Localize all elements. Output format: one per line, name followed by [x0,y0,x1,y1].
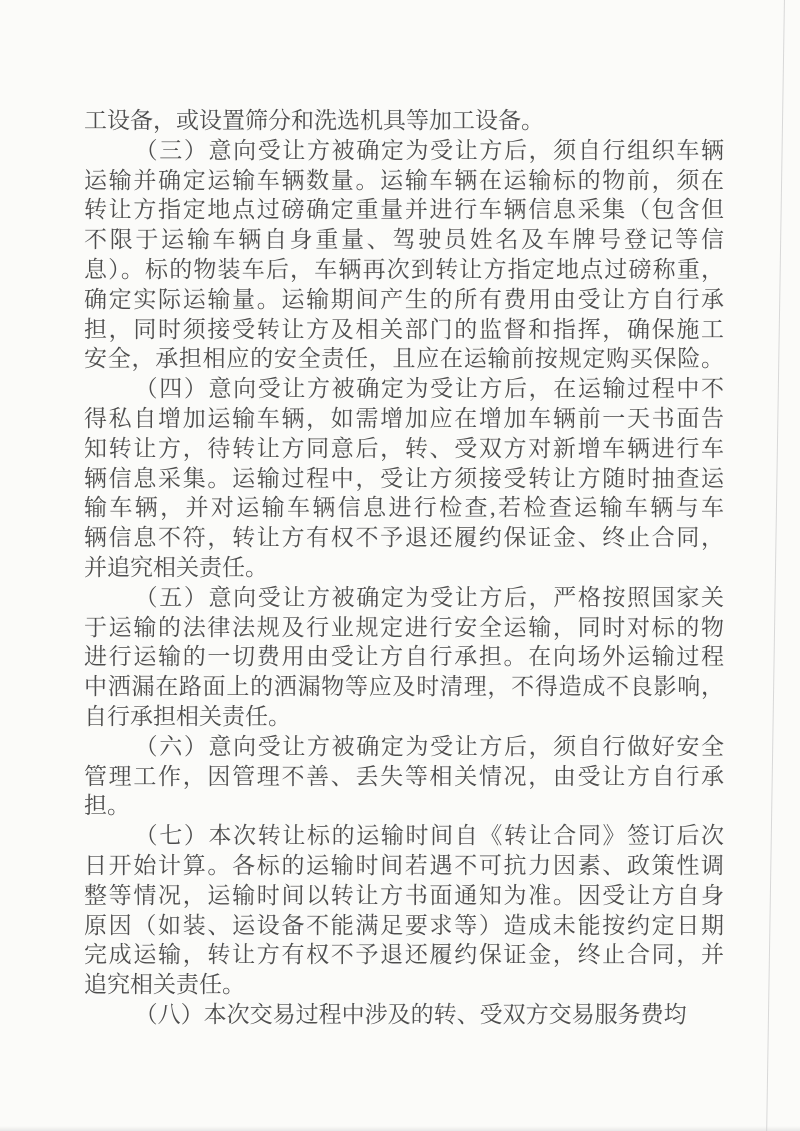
text-line: （五）意向受让方被确定为受让方后，严格按照国家关 [134,584,724,610]
scan-edge-line [766,0,785,1131]
text-line: 担，同时须接受转让方及相关部门的监督和指挥，确保施工 [84,316,724,342]
text-line: 不限于运输车辆自身重量、驾驶员姓名及车牌号登记等信 [84,227,724,253]
text-line: 原因（如装、运设备不能满足要求等）造成未能按约定日期 [84,912,724,938]
text-line: 管理工作，因管理不善、丢失等相关情况，由受让方自行承 [84,763,724,789]
text-line: 自行承担相关责任。 [84,703,291,729]
text-line: 得私自增加运输车辆，如需增加应在增加车辆前一天书面告 [84,405,724,431]
text-line: 安全，承担相应的安全责任，且应在运输前按规定购买保险。 [84,346,724,372]
text-line: 整等情况，运输时间以转让方书面通知为准。因受让方自身 [84,882,724,908]
text-line: （三）意向受让方被确定为受让方后，须自行组织车辆 [134,137,724,163]
text-line: 输车辆，并对运输车辆信息进行检查,若检查运输车辆与车 [84,495,724,521]
text-line: 日开始计算。各标的运输时间若遇不可抗力因素、政策性调 [84,852,724,878]
text-line: （四）意向受让方被确定为受让方后，在运输过程中不 [134,376,724,402]
text-line: 追究相关责任。 [84,972,245,998]
text-line: 知转让方，待转让方同意后，转、受双方对新增车辆进行车 [84,435,724,461]
text-line: 辆信息采集。运输过程中，受让方须接受转让方随时抽查运 [84,465,724,491]
text-line: 息）。标的物装车后，车辆再次到转让方指定地点过磅称重， [84,256,724,282]
text-line: （七）本次转让标的运输时间自《转让合同》签订后次 [134,823,724,849]
text-line: 转让方指定地点过磅确定重量并进行车辆信息采集（包含但 [84,197,724,223]
text-line: 工设备，或设置筛分和洗选机具等加工设备。 [84,108,544,133]
text-line: 运输并确定运输车辆数量。运输车辆在运输标的物前，须在 [84,167,724,193]
text-line: 担。 [84,793,130,819]
text-line: 于运输的法律法规及行业规定进行安全运输，同时对标的物 [84,614,724,640]
text-line: 辆信息不符，转让方有权不予退还履约保证金、终止合同， [84,525,724,551]
document-text-block [84,106,724,1030]
text-line: 确定实际运输量。运输期间产生的所有费用由受让方自行承 [84,286,724,312]
text-line: （六）意向受让方被确定为受让方后，须自行做好安全 [134,733,724,759]
text-line: 完成运输，转让方有权不予退还履约保证金，终止合同，并 [84,942,724,968]
text-line: 中洒漏在路面上的洒漏物等应及时清理，不得造成不良影响， [84,674,724,700]
text-line: 进行运输的一切费用由受让方自行承担。在向场外运输过程 [84,644,724,670]
text-line: 并追究相关责任。 [84,554,268,580]
scan-bottom-shade [0,1126,800,1131]
text-line: （八）本次交易过程中涉及的转、受双方交易服务费均 [134,1001,687,1027]
